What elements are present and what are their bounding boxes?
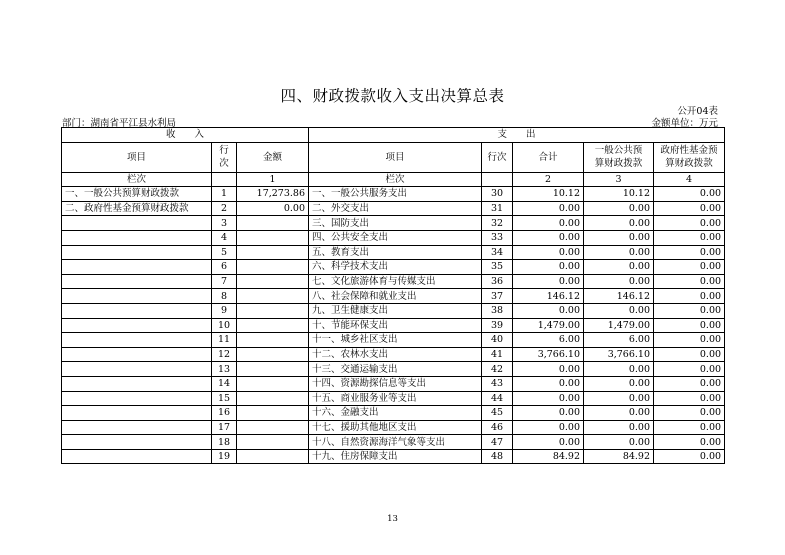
- financial-summary-table: [61, 127, 725, 464]
- total-cell: 0.00: [513, 303, 584, 318]
- table-row: [62, 449, 725, 464]
- income-line-cell: 10: [212, 318, 237, 333]
- general-budget-cell: 0.00: [584, 406, 654, 421]
- income-line-cell: 19: [212, 449, 237, 464]
- header-total: 合计: [513, 142, 584, 172]
- total-cell: 6.00: [513, 333, 584, 348]
- table-row: [62, 260, 725, 275]
- index-label: 栏次: [62, 172, 212, 187]
- income-item-cell: [62, 347, 212, 362]
- fund-budget-cell: 0.00: [654, 406, 725, 421]
- income-item-cell: [62, 230, 212, 245]
- general-budget-cell: 0.00: [584, 245, 654, 260]
- index-total-col: 2: [513, 172, 584, 187]
- expenditure-line-cell: 33: [482, 230, 513, 245]
- expenditure-line-cell: 40: [482, 333, 513, 348]
- general-budget-cell: 6.00: [584, 333, 654, 348]
- income-amount-cell: [237, 274, 309, 289]
- income-line-cell: 14: [212, 376, 237, 391]
- table-row: [62, 187, 725, 202]
- income-amount-cell: [237, 420, 309, 435]
- table-row: [62, 318, 725, 333]
- income-item-cell: [62, 274, 212, 289]
- total-cell: 0.00: [513, 435, 584, 450]
- general-budget-cell: 0.00: [584, 201, 654, 216]
- general-budget-cell: 0.00: [584, 230, 654, 245]
- income-line-cell: 15: [212, 391, 237, 406]
- fund-budget-cell: 0.00: [654, 187, 725, 202]
- income-item-cell: [62, 406, 212, 421]
- income-line-cell: 17: [212, 420, 237, 435]
- income-line-cell: 7: [212, 274, 237, 289]
- table-row: [62, 245, 725, 260]
- index-general-col: 3: [584, 172, 654, 187]
- expenditure-item-cell: 六、科学技术支出: [309, 260, 482, 275]
- income-line-cell: 11: [212, 333, 237, 348]
- expenditure-line-cell: 34: [482, 245, 513, 260]
- income-amount-cell: [237, 406, 309, 421]
- unit-label: 金额单位：万元: [651, 118, 718, 129]
- expenditure-item-cell: 三、国防支出: [309, 216, 482, 231]
- expenditure-item-cell: 十二、农林水支出: [309, 347, 482, 362]
- header-income-line: 行次: [212, 142, 237, 172]
- expenditure-line-cell: 36: [482, 274, 513, 289]
- expenditure-item-cell: 十七、援助其他地区支出: [309, 420, 482, 435]
- expenditure-line-cell: 47: [482, 435, 513, 450]
- total-cell: 10.12: [513, 187, 584, 202]
- expenditure-item-cell: 十、节能环保支出: [309, 318, 482, 333]
- table-row: [62, 216, 725, 231]
- income-line-cell: 1: [212, 187, 237, 202]
- income-line-cell: 3: [212, 216, 237, 231]
- expenditure-item-cell: 一、一般公共服务支出: [309, 187, 482, 202]
- income-amount-cell: [237, 245, 309, 260]
- expenditure-line-cell: 41: [482, 347, 513, 362]
- table-row: [62, 347, 725, 362]
- expenditure-item-cell: 十六、金融支出: [309, 406, 482, 421]
- general-budget-cell: 0.00: [584, 260, 654, 275]
- section-header-row: [62, 128, 725, 143]
- general-budget-cell: 3,766.10: [584, 347, 654, 362]
- expenditure-item-cell: 十九、住房保障支出: [309, 449, 482, 464]
- income-line-cell: 6: [212, 260, 237, 275]
- income-item-cell: [62, 289, 212, 304]
- expenditure-line-cell: 42: [482, 362, 513, 377]
- income-amount-cell: [237, 376, 309, 391]
- total-cell: 0.00: [513, 376, 584, 391]
- expenditure-item-cell: 十八、自然资源海洋气象等支出: [309, 435, 482, 450]
- fund-budget-cell: 0.00: [654, 362, 725, 377]
- income-line-cell: 5: [212, 245, 237, 260]
- income-amount-cell: [237, 216, 309, 231]
- column-header-row: [62, 142, 725, 172]
- income-line-cell: 8: [212, 289, 237, 304]
- general-budget-cell: 84.92: [584, 449, 654, 464]
- total-cell: 0.00: [513, 201, 584, 216]
- general-budget-cell: 0.00: [584, 435, 654, 450]
- header-income-item: 项目: [62, 142, 212, 172]
- expenditure-item-cell: 二、外交支出: [309, 201, 482, 216]
- fund-budget-cell: 0.00: [654, 347, 725, 362]
- fund-budget-cell: 0.00: [654, 274, 725, 289]
- expenditure-item-cell: 七、文化旅游体育与传媒支出: [309, 274, 482, 289]
- header-exp-item: 项目: [309, 142, 482, 172]
- header-exp-line: 行次: [482, 142, 513, 172]
- income-amount-cell: [237, 289, 309, 304]
- income-amount-cell: [237, 303, 309, 318]
- expenditure-item-cell: 五、教育支出: [309, 245, 482, 260]
- general-budget-cell: 0.00: [584, 362, 654, 377]
- index-blank-2: [482, 172, 513, 187]
- table-row: [62, 333, 725, 348]
- header-fund-budget: 政府性基金预算财政拨款: [654, 142, 725, 172]
- total-cell: 0.00: [513, 260, 584, 275]
- table-row: [62, 391, 725, 406]
- index-fund-col: 4: [654, 172, 725, 187]
- expenditure-line-cell: 44: [482, 391, 513, 406]
- income-amount-cell: [237, 260, 309, 275]
- index-exp-label: 栏次: [309, 172, 482, 187]
- fund-budget-cell: 0.00: [654, 230, 725, 245]
- total-cell: 0.00: [513, 391, 584, 406]
- expenditure-line-cell: 46: [482, 420, 513, 435]
- income-amount-cell: 0.00: [237, 201, 309, 216]
- expenditure-section-header: 支 出: [309, 128, 725, 143]
- fund-budget-cell: 0.00: [654, 303, 725, 318]
- table-row: [62, 435, 725, 450]
- table-row: [62, 406, 725, 421]
- income-item-cell: [62, 333, 212, 348]
- total-cell: 0.00: [513, 245, 584, 260]
- fund-budget-cell: 0.00: [654, 333, 725, 348]
- income-item-cell: 一、一般公共预算财政拨款: [62, 187, 212, 202]
- general-budget-cell: 10.12: [584, 187, 654, 202]
- table-row: [62, 376, 725, 391]
- index-income-col: 1: [237, 172, 309, 187]
- income-item-cell: [62, 260, 212, 275]
- income-line-cell: 4: [212, 230, 237, 245]
- general-budget-cell: 0.00: [584, 420, 654, 435]
- table-row: [62, 303, 725, 318]
- income-item-cell: [62, 435, 212, 450]
- general-budget-cell: 0.00: [584, 303, 654, 318]
- fund-budget-cell: 0.00: [654, 201, 725, 216]
- income-item-cell: [62, 376, 212, 391]
- income-amount-cell: [237, 333, 309, 348]
- income-item-cell: [62, 449, 212, 464]
- income-item-cell: [62, 318, 212, 333]
- income-line-cell: 12: [212, 347, 237, 362]
- table-row: [62, 274, 725, 289]
- income-amount-cell: [237, 449, 309, 464]
- table-row: [62, 289, 725, 304]
- general-budget-cell: 1,479.00: [584, 318, 654, 333]
- expenditure-line-cell: 43: [482, 376, 513, 391]
- header-general-budget: 一般公共预算财政拨款: [584, 142, 654, 172]
- form-code: 公开04表: [677, 106, 718, 117]
- fund-budget-cell: 0.00: [654, 245, 725, 260]
- fund-budget-cell: 0.00: [654, 318, 725, 333]
- income-amount-cell: [237, 318, 309, 333]
- total-cell: 0.00: [513, 274, 584, 289]
- income-line-cell: 13: [212, 362, 237, 377]
- total-cell: 84.92: [513, 449, 584, 464]
- total-cell: 0.00: [513, 420, 584, 435]
- expenditure-line-cell: 39: [482, 318, 513, 333]
- total-cell: 0.00: [513, 230, 584, 245]
- expenditure-line-cell: 37: [482, 289, 513, 304]
- total-cell: 146.12: [513, 289, 584, 304]
- fund-budget-cell: 0.00: [654, 435, 725, 450]
- total-cell: 0.00: [513, 216, 584, 231]
- income-item-cell: [62, 362, 212, 377]
- fund-budget-cell: 0.00: [654, 216, 725, 231]
- total-cell: 0.00: [513, 406, 584, 421]
- income-item-cell: [62, 245, 212, 260]
- general-budget-cell: 0.00: [584, 216, 654, 231]
- fund-budget-cell: 0.00: [654, 289, 725, 304]
- general-budget-cell: 0.00: [584, 274, 654, 289]
- income-amount-cell: [237, 391, 309, 406]
- fund-budget-cell: 0.00: [654, 376, 725, 391]
- table-row: [62, 230, 725, 245]
- income-item-cell: 二、政府性基金预算财政拨款: [62, 201, 212, 216]
- income-section-header: 收 入: [62, 128, 309, 143]
- index-blank-1: [212, 172, 237, 187]
- fund-budget-cell: 0.00: [654, 449, 725, 464]
- expenditure-line-cell: 35: [482, 260, 513, 275]
- table-row: [62, 201, 725, 216]
- expenditure-item-cell: 十四、资源勘探信息等支出: [309, 376, 482, 391]
- general-budget-cell: 0.00: [584, 391, 654, 406]
- expenditure-line-cell: 31: [482, 201, 513, 216]
- expenditure-item-cell: 九、卫生健康支出: [309, 303, 482, 318]
- page-title: 四、财政拨款收入支出决算总表: [280, 87, 505, 105]
- expenditure-line-cell: 38: [482, 303, 513, 318]
- expenditure-line-cell: 30: [482, 187, 513, 202]
- expenditure-item-cell: 十五、商业服务业等支出: [309, 391, 482, 406]
- expenditure-item-cell: 十三、交通运输支出: [309, 362, 482, 377]
- total-cell: 1,479.00: [513, 318, 584, 333]
- department-label: 部门：湖南省平江县水利局: [62, 118, 177, 129]
- expenditure-line-cell: 32: [482, 216, 513, 231]
- income-amount-cell: [237, 230, 309, 245]
- income-amount-cell: [237, 435, 309, 450]
- income-item-cell: [62, 216, 212, 231]
- page-number: 13: [387, 514, 398, 524]
- income-line-cell: 9: [212, 303, 237, 318]
- income-item-cell: [62, 420, 212, 435]
- expenditure-item-cell: 十一、城乡社区支出: [309, 333, 482, 348]
- income-item-cell: [62, 303, 212, 318]
- general-budget-cell: 0.00: [584, 376, 654, 391]
- total-cell: 0.00: [513, 362, 584, 377]
- expenditure-item-cell: 八、社会保障和就业支出: [309, 289, 482, 304]
- expenditure-line-cell: 45: [482, 406, 513, 421]
- general-budget-cell: 146.12: [584, 289, 654, 304]
- table-row: [62, 420, 725, 435]
- index-row: [62, 172, 725, 187]
- total-cell: 3,766.10: [513, 347, 584, 362]
- table-row: [62, 362, 725, 377]
- income-line-cell: 16: [212, 406, 237, 421]
- header-income-amount: 金额: [237, 142, 309, 172]
- expenditure-item-cell: 四、公共安全支出: [309, 230, 482, 245]
- expenditure-line-cell: 48: [482, 449, 513, 464]
- income-amount-cell: 17,273.86: [237, 187, 309, 202]
- income-amount-cell: [237, 362, 309, 377]
- income-item-cell: [62, 391, 212, 406]
- income-line-cell: 2: [212, 201, 237, 216]
- income-amount-cell: [237, 347, 309, 362]
- income-line-cell: 18: [212, 435, 237, 450]
- fund-budget-cell: 0.00: [654, 260, 725, 275]
- fund-budget-cell: 0.00: [654, 420, 725, 435]
- fund-budget-cell: 0.00: [654, 391, 725, 406]
